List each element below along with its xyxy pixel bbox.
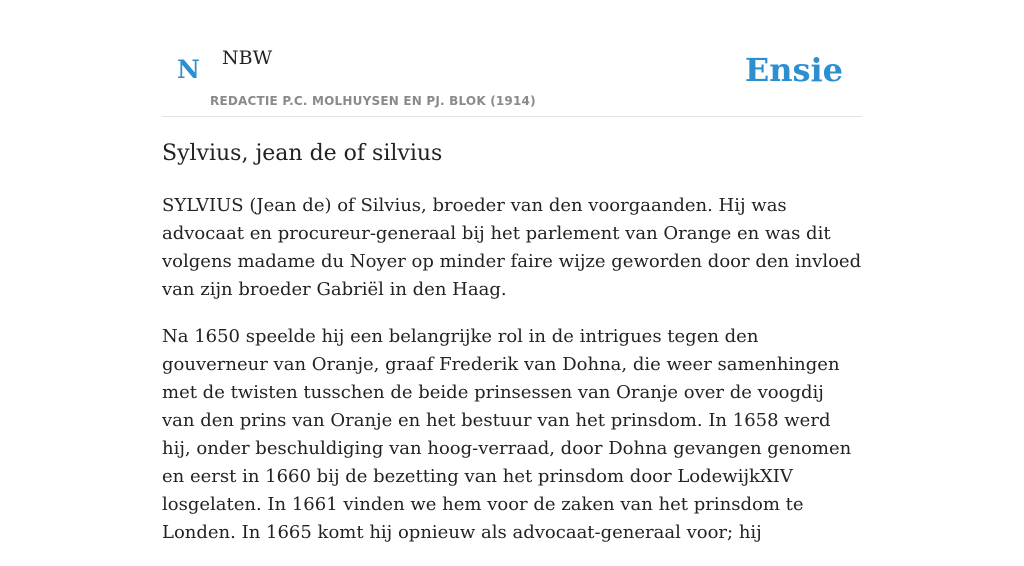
source-subtitle: REDACTIE P.C. MOLHUYSEN EN PJ. BLOK (1914) — [210, 94, 536, 108]
source-logo[interactable]: N — [177, 55, 200, 84]
article-paragraph-1: SYLVIUS (Jean de) of Silvius, broeder van den voorgaanden. Hij was advocaat en procureur-generaal bij het parlement van Orange en was dit volgens madame du Noyer op minder faire wijze geworden door den invloed van zijn broeder Gabriël in den Haag. — [162, 195, 862, 300]
header — [162, 0, 862, 117]
source-title[interactable]: NBW — [222, 47, 273, 69]
article-paragraph-2: Na 1650 speelde hij een belangrijke rol in de intrigues tegen den gouverneur van Oranje, graaf Frederik van Dohna, die weer samenhingen met de twisten tusschen de beide prinsessen van Oranje over de voogdij van den prins van Oranje en het bestuur van het prinsdom. In 1658 werd hij, onder beschuldiging van hoog-verraad, door Dohna gevangen genomen en eerst in 1660 bij de bezetting van het prinsdom door LodewijkXIV losgelaten. In 1661 vinden we hem voor de zaken van het prinsdom te Londen. In 1665 komt hij opnieuw als advocaat-generaal voor; hij — [162, 326, 852, 543]
article — [162, 138, 862, 566]
brand-logo[interactable]: Ensie — [744, 51, 843, 89]
article-title: Sylvius, jean de of silvius — [162, 141, 443, 166]
